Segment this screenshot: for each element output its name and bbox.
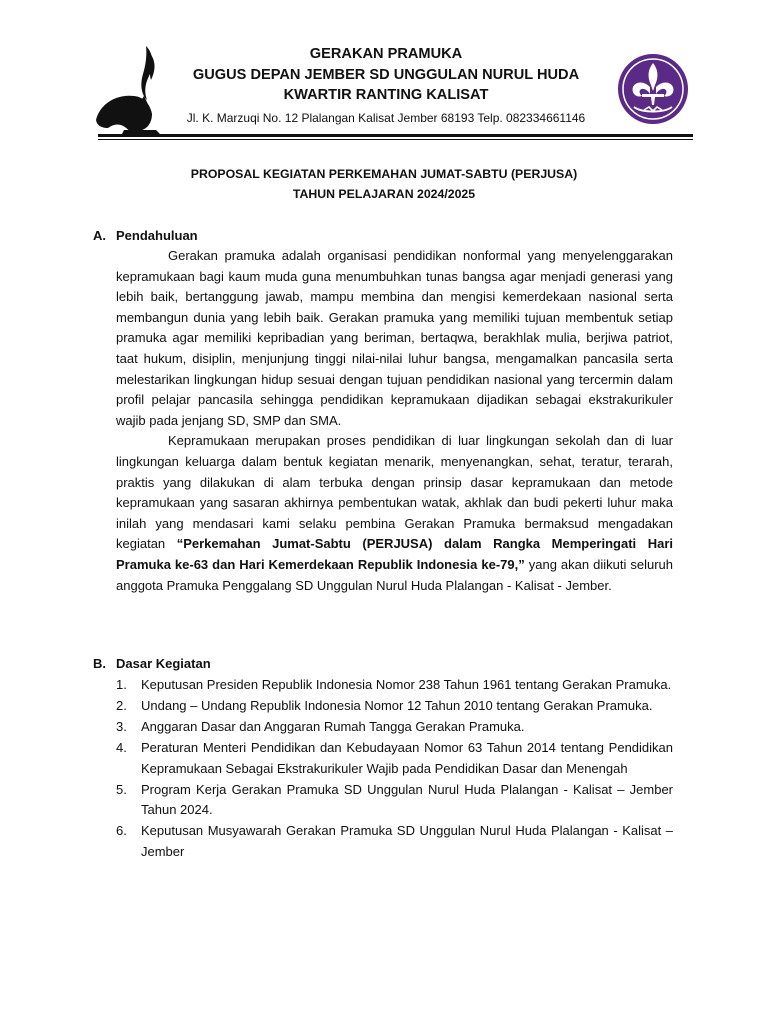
paragraph-2-text-end: yang akan diikuti seluruh anggota Pramuka Penggalang SD Unggulan Nurul Huda Plalangan - Kalisat - Jember. <box>116 556 673 593</box>
list-item-text: Program Kerja Gerakan Pramuka SD Unggulan Nurul Huda Plalangan - Kalisat – Jember Tahun 2024. <box>141 781 673 817</box>
list-item <box>116 821 673 862</box>
legal-basis-list <box>116 675 673 863</box>
list-item-text: Undang – Undang Republik Indonesia Nomor 12 Tahun 2010 tentang Gerakan Pramuka. <box>141 698 653 713</box>
section-a-title: Pendahuluan <box>116 228 198 243</box>
list-item-text: Keputusan Presiden Republik Indonesia Nomor 238 Tahun 1961 tentang Gerakan Pramuka. <box>141 677 672 692</box>
list-item <box>116 696 673 717</box>
letterhead-troop: GUGUS DEPAN JEMBER SD UNGGULAN NURUL HUDA <box>192 66 580 83</box>
section-a-label: A. <box>93 228 106 243</box>
tunas-kelapa-logo-icon <box>94 40 170 136</box>
document-title-line1: PROPOSAL KEGIATAN PERKEMAHAN JUMAT-SABTU (PERJUSA) <box>190 167 578 181</box>
world-scout-emblem-icon <box>616 47 690 131</box>
list-item <box>116 675 673 696</box>
list-item-number: 3. <box>116 719 127 734</box>
list-item <box>116 780 673 821</box>
list-item-number: 2. <box>116 698 127 713</box>
list-item <box>116 738 673 779</box>
section-b-label: B. <box>93 656 106 671</box>
section-a-body <box>116 246 673 596</box>
section-a-paragraph-1: Gerakan pramuka adalah organisasi pendidikan nonformal yang menyelenggarakan kepramukaan bagi kaum muda guna menumbuhkan tunas bangsa agar menjadi generasi yang lebih baik, bertanggung jawab, mampu membina dan mengisi kemerdekaan nasional serta membangun dunia yang lebih baik. Gerakan pramuka yang memiliki tujuan membentuk setiap pramuka agar memiliki kepribadian yang beriman, bertaqwa, berakhlak mulia, berjiwa patriot, taat hukum, disiplin, menjunjung tinggi nilai-nilai luhur bangsa, mengamalkan pancasila serta melestarikan lingkungan hidup sesuai dengan tujuan pendidikan nasional yang tercermin dalam profil pelajar pancasila sehingga pendidikan kepramukaan dijadikan sebagai ekstrakurikuler wajib pada jenjang SD, SMP dan SMA. <box>116 248 673 428</box>
list-item <box>116 717 673 738</box>
document-title <box>96 164 672 204</box>
letterhead-divider-thick <box>98 134 693 137</box>
list-item-text: Keputusan Musyawarah Gerakan Pramuka SD Unggulan Nurul Huda Plalangan - Kalisat – Jember <box>141 823 673 859</box>
section-b-heading <box>93 654 211 674</box>
section-a-heading <box>93 226 198 246</box>
letterhead-address: Jl. K. Marzuqi No. 12 Plalangan Kalisat Jember 68193 Telp. 082334661146 <box>186 110 586 125</box>
letterhead <box>160 44 612 128</box>
letterhead-district: KWARTIR RANTING KALISAT <box>283 87 489 103</box>
list-item-number: 5. <box>116 781 127 797</box>
list-item-number: 1. <box>116 677 127 692</box>
letterhead-divider-thin <box>98 139 693 140</box>
list-item-text: Anggaran Dasar dan Anggaran Rumah Tangga Gerakan Pramuka. <box>141 719 525 734</box>
document-title-line2: TAHUN PELAJARAN 2024/2025 <box>292 187 476 201</box>
letterhead-organization: GERAKAN PRAMUKA <box>309 46 463 62</box>
list-item-number: 4. <box>116 740 127 755</box>
section-a-paragraph-2 <box>116 431 673 596</box>
event-name-bold: “Perkemahan Jumat-Sabtu (PERJUSA) dalam Rangka Memperingati Hari Pramuka ke-63 dan Hari Kemerdekaan Republik Indonesia ke-79,” <box>116 536 674 572</box>
list-item-text: Peraturan Menteri Pendidikan dan Kebudayaan Nomor 63 Tahun 2014 tentang Pendidikan Kepramukaan Sebagai Ekstrakurikuler Wajib pada Pendidikan Dasar dan Menengah <box>141 740 673 776</box>
section-b-title: Dasar Kegiatan <box>116 656 211 671</box>
paragraph-2-text-start: Kepramukaan merupakan proses pendidikan di luar lingkungan sekolah dan di luar lingkungan keluarga dalam bentuk kegiatan menarik, menyenangkan, sehat, teratur, terarah, praktis yang dilakukan di alam terbuka dengan prinsip dasar kepramukaan dan metode kepramukaan yang sasaran akhirnya pembentukan watak, akhlak dan budi pekerti luhur maka inilah yang mendasari kami selaku pembina Gerakan Pramuka bermaksud mengadakan kegiatan <box>116 433 673 552</box>
list-item-number: 6. <box>116 823 127 838</box>
